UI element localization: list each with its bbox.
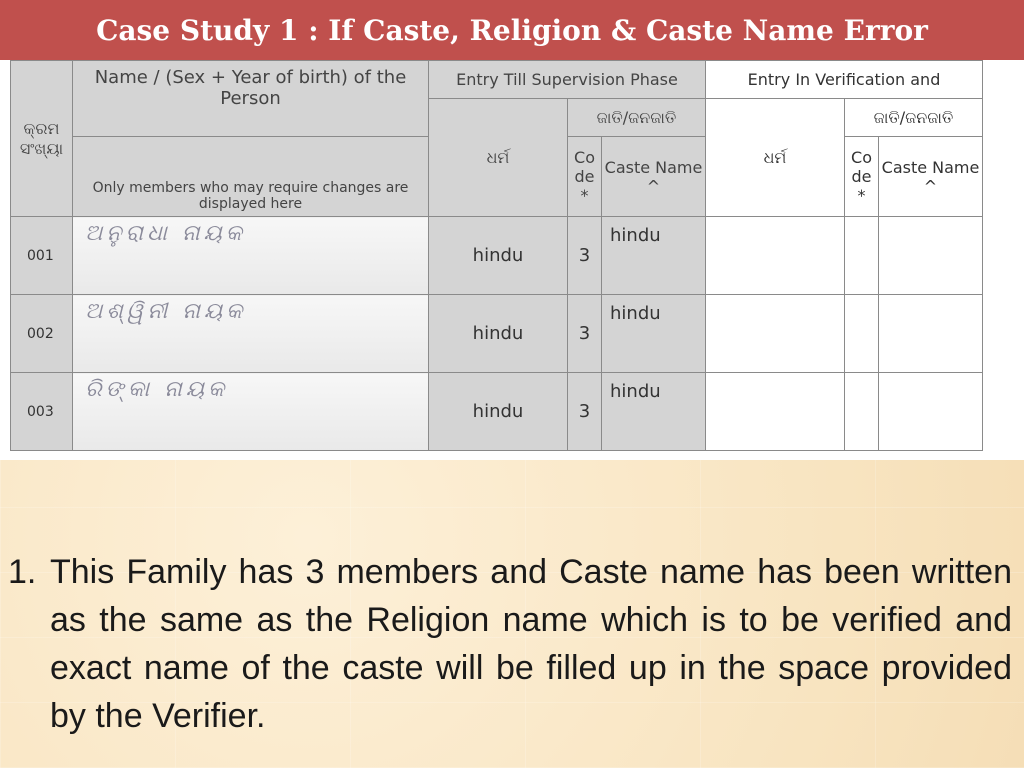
- handwritten-name: ଅନୁରାଧା ନାୟକ: [73, 217, 429, 295]
- explanation-note: [8, 548, 1012, 740]
- caste-name-cell: hindu: [602, 295, 706, 373]
- note-text: This Family has 3 members and Caste name has been written as the same as the Religion name which is to be verified and exact name of the caste will be filled up in the space provided by the Verifier.: [50, 553, 1012, 735]
- handwritten-name: ଅଶ୍ୱିନୀ ନାୟକ: [73, 295, 429, 373]
- entry-form-table: [10, 60, 983, 451]
- handwritten-name: ରିଙ୍କା ନାୟକ: [73, 373, 429, 451]
- slide-title: Case Study 1 : If Caste, Religion & Caste Name Error: [96, 13, 928, 47]
- religion-header: ଧର୍ମ: [429, 99, 568, 217]
- phase1-header: Entry Till Supervision Phase: [429, 61, 706, 99]
- caste-name-cell: hindu: [602, 373, 706, 451]
- caste-group-header-2: ଜାତି/ଜନଜାତି: [845, 99, 983, 137]
- slide-title-bar: [0, 0, 1024, 60]
- religion-cell: hindu: [429, 217, 568, 295]
- caste-name-header-2: Caste Name ^: [879, 137, 983, 217]
- name-header: Name / (Sex + Year of birth) of the Person: [73, 61, 429, 137]
- religion-cell: hindu: [429, 295, 568, 373]
- code-header: Co de *: [568, 137, 602, 217]
- caste-group-header: ଜାତି/ଜନଜାତି: [568, 99, 706, 137]
- code-cell: 3: [568, 295, 602, 373]
- verify-religion-input[interactable]: [706, 295, 845, 373]
- caste-name-cell: hindu: [602, 217, 706, 295]
- religion-header-2: ଧର୍ମ: [706, 99, 845, 217]
- serial-cell: 001: [11, 217, 73, 295]
- note-number: 1.: [8, 553, 37, 591]
- serial-cell: 003: [11, 373, 73, 451]
- verify-code-input[interactable]: [845, 295, 879, 373]
- table-row: [11, 217, 983, 295]
- serial-header: କ୍ରମ ସଂଖ୍ୟା: [11, 61, 73, 217]
- code-cell: 3: [568, 373, 602, 451]
- verify-religion-input[interactable]: [706, 373, 845, 451]
- form-screenshot: [0, 60, 1024, 460]
- religion-cell: hindu: [429, 373, 568, 451]
- verify-caste-name-input[interactable]: [879, 373, 983, 451]
- code-header-2: Co de *: [845, 137, 879, 217]
- verify-caste-name-input[interactable]: [879, 295, 983, 373]
- verify-religion-input[interactable]: [706, 217, 845, 295]
- table-row: [11, 373, 983, 451]
- table-row: [11, 295, 983, 373]
- name-subheader: Only members who may require changes are displayed here: [73, 137, 429, 217]
- code-cell: 3: [568, 217, 602, 295]
- phase2-header: Entry In Verification and: [706, 61, 983, 99]
- serial-cell: 002: [11, 295, 73, 373]
- caste-name-header: Caste Name ^: [602, 137, 706, 217]
- verify-code-input[interactable]: [845, 373, 879, 451]
- verify-code-input[interactable]: [845, 217, 879, 295]
- verify-caste-name-input[interactable]: [879, 217, 983, 295]
